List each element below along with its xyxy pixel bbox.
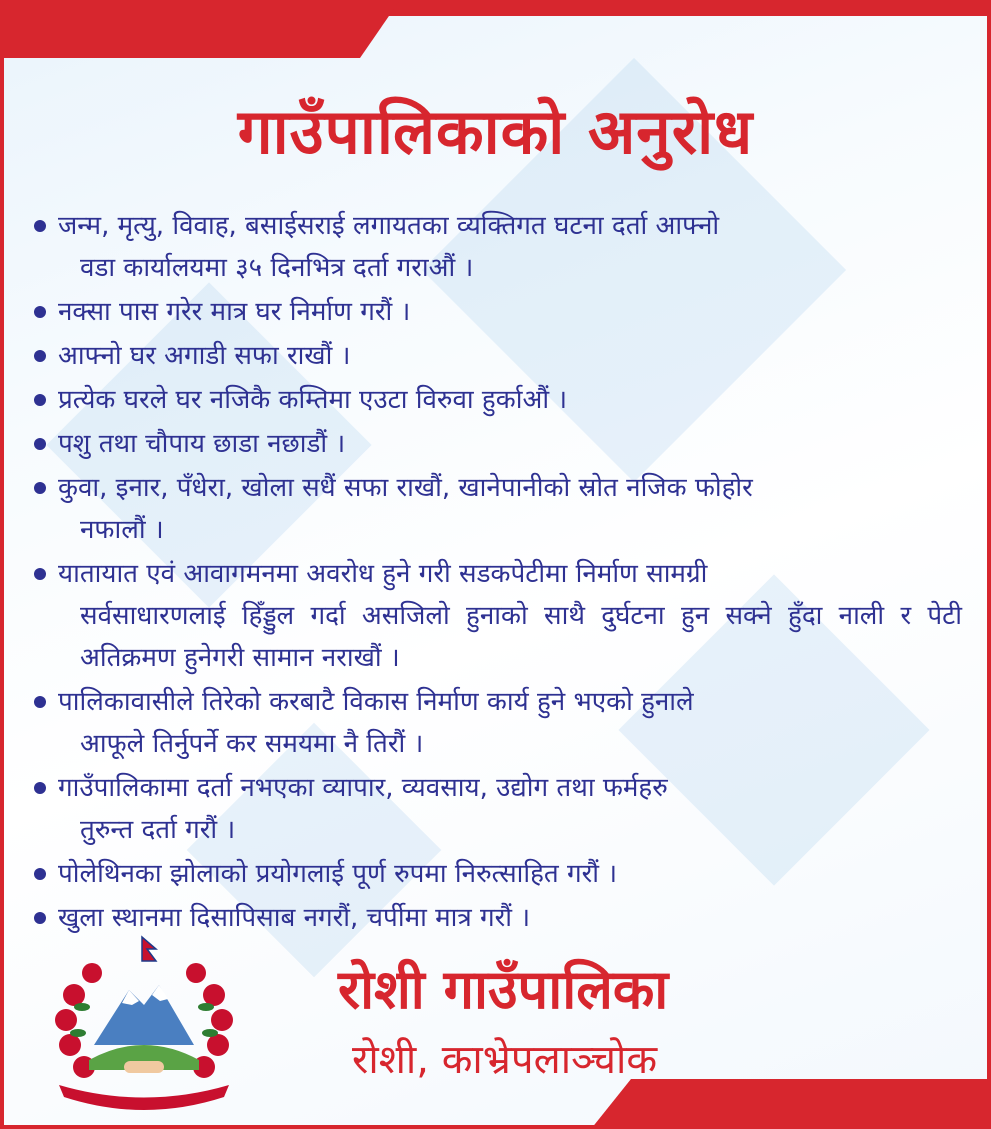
- bullet-icon: [34, 912, 46, 924]
- request-text: यातायात एवं आवागमनमा अवरोध हुने गरी सडकपेटीमा निर्माण सामग्री: [58, 559, 708, 589]
- request-text-continued: तुरुन्त दर्ता गरौं ।: [80, 815, 236, 845]
- request-list: [32, 205, 962, 941]
- request-text: आफ्नो घर अगाडी सफा राखौं ।: [58, 341, 351, 371]
- bullet-icon: [34, 350, 46, 362]
- org-name: रोशी गाउँपालिका: [338, 958, 669, 1021]
- bullet-icon: [34, 868, 46, 880]
- request-item: [32, 335, 962, 377]
- request-text: प्रत्येक घरले घर नजिकै कम्तिमा एउटा विरुवा हुर्काऔं ।: [58, 385, 568, 415]
- request-text: कुवा, इनार, पँधेरा, खोला सधैं सफा राखौं, खानेपानीको स्रोत नजिक फोहोर: [58, 473, 753, 503]
- bullet-icon: [34, 438, 46, 450]
- bullet-icon: [34, 220, 46, 232]
- request-item: [32, 553, 962, 679]
- bottom-right-red-band: [591, 1079, 991, 1129]
- request-text-continued: नफालौं ।: [80, 515, 164, 545]
- page-title: गाउँपालिकाको अनुरोध: [237, 95, 754, 168]
- request-text-continued: सर्वसाधारणलाई हिँड्डुल गर्दा असजिलो हुनाको साथै दुर्घटना हुन सक्ने हुँदा नाली र पेटी अतिक्रमण हुनेगरी सामान नराखौं ।: [80, 601, 962, 673]
- request-text-continued: आफूले तिर्नुपर्ने कर समयमा नै तिरौं ।: [80, 729, 424, 759]
- bullet-icon: [34, 696, 46, 708]
- request-text: पोलेथिनका झोलाको प्रयोगलाई पूर्ण रुपमा निरुत्साहित गरौं ।: [58, 859, 618, 889]
- org-place: रोशी, काभ्रेपलाञ्चोक: [352, 1037, 658, 1083]
- request-item: [32, 291, 962, 333]
- request-text: गाउँपालिकामा दर्ता नभएका व्यापार, व्यवसाय, उद्योग तथा फर्महरु: [58, 773, 668, 803]
- request-text: खुला स्थानमा दिसापिसाब नगरौं, चर्पीमा मात्र गरौं ।: [58, 903, 531, 933]
- request-text: पशु तथा चौपाय छाडा नछाडौं ।: [58, 429, 346, 459]
- bullet-icon: [34, 782, 46, 794]
- request-text: पालिकावासीले तिरेको करबाटै विकास निर्माण कार्य हुने भएको हुनाले: [58, 687, 694, 717]
- request-item: [32, 767, 962, 851]
- request-item: [32, 379, 962, 421]
- bullet-icon: [34, 482, 46, 494]
- request-item: [32, 681, 962, 765]
- request-text-continued: वडा कार्यालयमा ३५ दिनभित्र दर्ता गराऔं ।: [80, 253, 474, 283]
- request-text: जन्म, मृत्यु, विवाह, बसाईसराई लगायतका व्यक्तिगत घटना दर्ता आफ्नो: [58, 211, 720, 241]
- request-item: [32, 205, 962, 289]
- bullet-icon: [34, 394, 46, 406]
- request-item: [32, 853, 962, 895]
- nepal-emblem-icon: [44, 935, 244, 1110]
- top-left-red-band: [0, 0, 400, 58]
- request-item: [32, 897, 962, 939]
- request-item: [32, 423, 962, 465]
- request-item: [32, 467, 962, 551]
- bullet-icon: [34, 568, 46, 580]
- bullet-icon: [34, 306, 46, 318]
- request-text: नक्सा पास गरेर मात्र घर निर्माण गरौं ।: [58, 297, 411, 327]
